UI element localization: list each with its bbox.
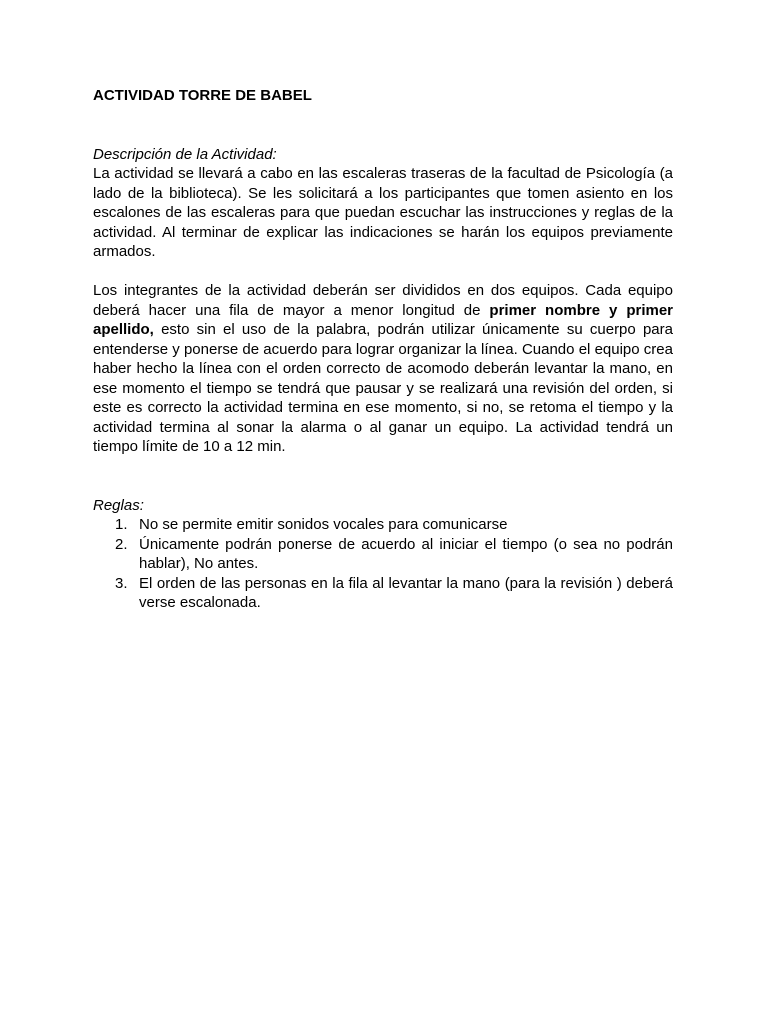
teams-paragraph-text-start: Los integrantes de la actividad deberán ser divididos en dos equipos. Cada equipo deberá hacer una fila de mayor a menor longitud de — [93, 282, 673, 319]
rule-text: Únicamente podrán ponerse de acuerdo al iniciar el tiempo (o sea no podrán hablar), No antes. — [139, 535, 673, 572]
teams-paragraph-bold: primer nombre y primer apellido, — [93, 301, 673, 338]
description-heading: Descripción de la Actividad: — [93, 145, 277, 163]
teams-paragraph — [93, 281, 673, 457]
rule-text: El orden de las personas en la fila al levantar la mano (para la revisión ) deberá verse escalonada. — [139, 574, 673, 611]
document-title: ACTIVIDAD TORRE DE BABEL — [93, 87, 312, 104]
rules-list — [93, 515, 673, 613]
spacer — [93, 106, 673, 145]
spacer — [93, 262, 673, 282]
rule-number: 1. — [115, 516, 128, 533]
description-paragraph: La actividad se llevará a cabo en las escaleras traseras de la facultad de Psicología (a lado de la biblioteca). Se les solicitará a los participantes que tomen asiento en los escalones de las escaleras para que puedan escuchar las instrucciones y reglas de la actividad. Al terminar de explicar las indicaciones se harán los equipos previamente armados. — [93, 165, 673, 260]
rule-item — [93, 515, 673, 535]
rule-item — [93, 535, 673, 574]
rules-heading: Reglas: — [93, 496, 144, 514]
rule-number: 2. — [115, 535, 128, 553]
teams-paragraph-text-end: esto sin el uso de la palabra, podrán utilizar únicamente su cuerpo para entenderse y ponerse de acuerdo para lograr organizar la línea. Cuando el equipo crea haber hecho la línea con el orden correcto de acomodo deberán levantar la mano, en ese momento el tiempo se tendrá que pausar y se realizará una revisión del orden, si este es correcto la actividad termina en ese momento, si no, se retoma el tiempo y la actividad termina al sonar la alarma o al ganar un equipo. La actividad tendrá un tiempo límite de 10 a 12 min. — [93, 321, 673, 455]
rule-text: No se permite emitir sonidos vocales para comunicarse — [139, 516, 508, 533]
rule-number: 3. — [115, 574, 128, 592]
spacer — [93, 457, 673, 496]
rule-item — [93, 574, 673, 613]
document-page — [93, 86, 673, 613]
